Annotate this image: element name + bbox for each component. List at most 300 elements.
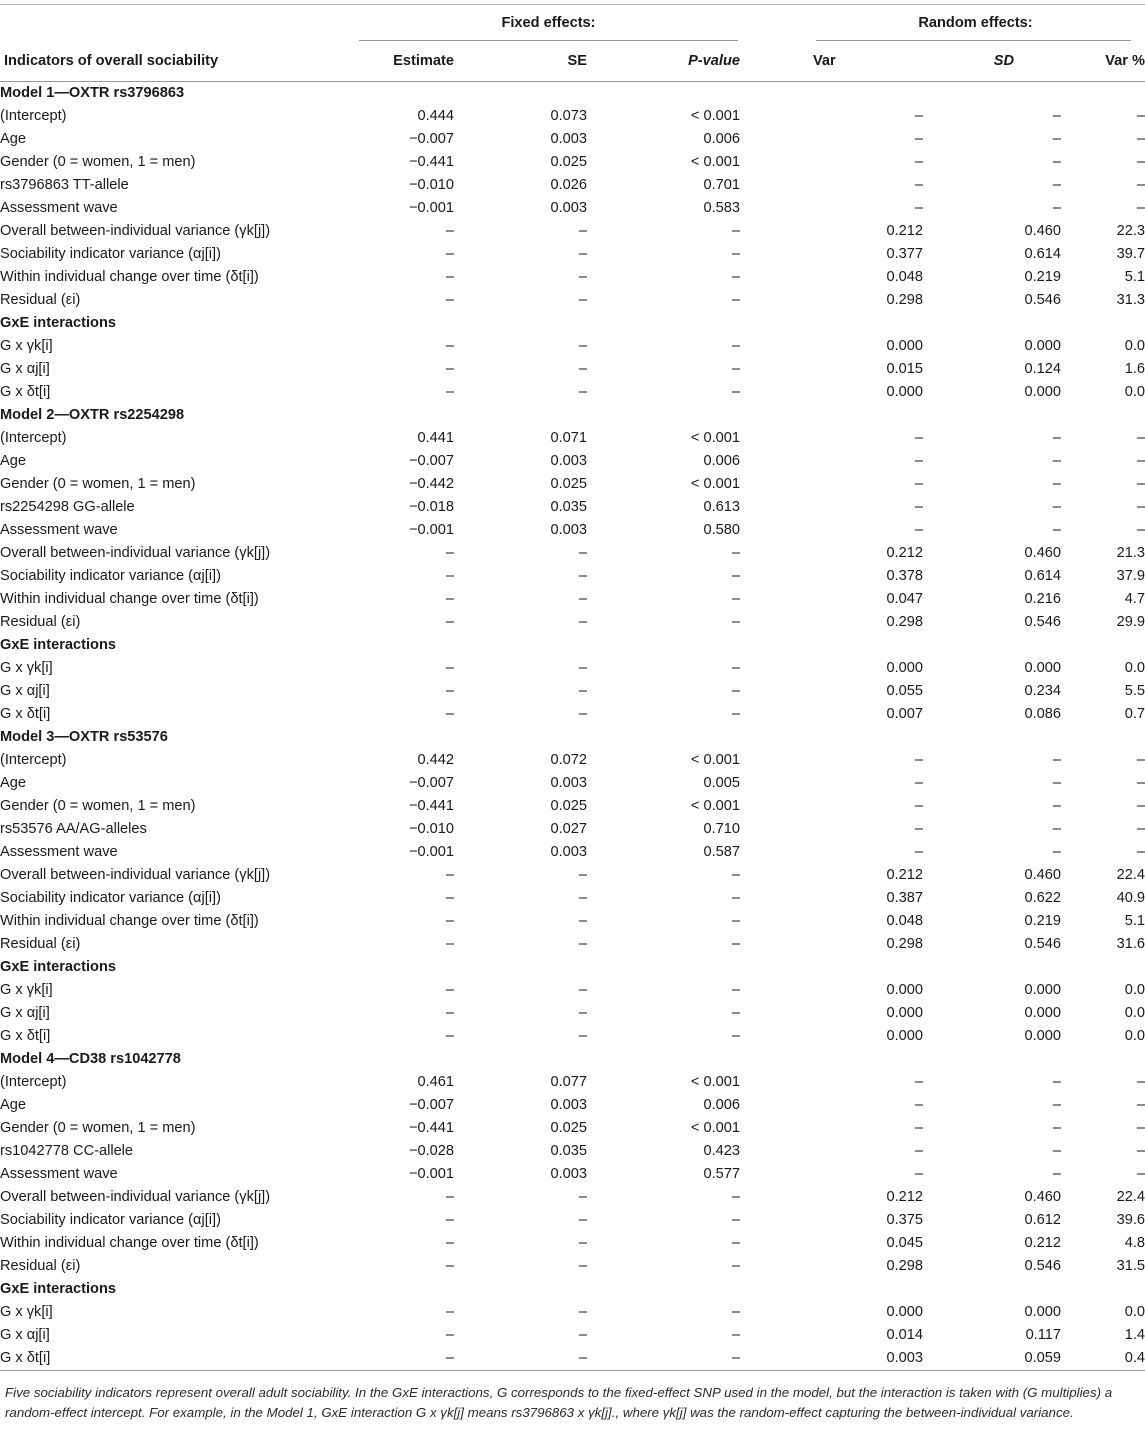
sd-cell: – — [1052, 1074, 1061, 1090]
table-row — [0, 496, 1145, 519]
spacer-cell — [740, 1347, 806, 1371]
row-label: Residual (εi) — [0, 292, 81, 308]
se-cell: – — [578, 706, 587, 722]
se-cell: – — [578, 936, 587, 952]
p-value-cell: – — [587, 1347, 740, 1371]
row-label: Age — [0, 453, 26, 469]
section-spacer — [357, 82, 1145, 106]
sd-cell: – — [1052, 499, 1061, 515]
var-pct-cell: – — [1136, 844, 1145, 860]
row-label: Residual (εi) — [0, 614, 81, 630]
var-pct-cell: 0.7 — [1124, 706, 1145, 722]
var-cell: 0.298 — [886, 936, 923, 952]
se-cell: – — [578, 1304, 587, 1320]
var-cell: 0.047 — [886, 591, 923, 607]
row-label: Residual (εi) — [0, 1258, 81, 1274]
row-label: Gender (0 = women, 1 = men) — [0, 1120, 196, 1136]
var-cell: 0.000 — [886, 660, 923, 676]
table-row — [0, 1025, 1145, 1048]
row-label: Assessment wave — [0, 200, 118, 216]
estimate-cell: – — [445, 1189, 454, 1205]
estimate-cell: −0.010 — [408, 177, 454, 193]
model-header-row — [0, 404, 1145, 427]
var-pct-cell: 0.0 — [1124, 1304, 1145, 1320]
spacer-cell — [740, 772, 806, 795]
p-value-cell: < 0.001 — [690, 1120, 740, 1136]
var-pct-cell: – — [1136, 522, 1145, 538]
spacer-cell — [740, 749, 806, 772]
table-row — [0, 887, 1145, 910]
table-body — [0, 82, 1145, 1371]
row-label-header: Indicators of overall sociability — [0, 41, 357, 82]
se-cell: – — [578, 269, 587, 285]
se-cell: – — [578, 545, 587, 561]
se-cell: – — [578, 1212, 587, 1228]
table-row — [0, 519, 1145, 542]
sd-cell: – — [1052, 108, 1061, 124]
sd-cell: 0.612 — [1024, 1212, 1061, 1228]
var-cell: 0.298 — [886, 292, 923, 308]
table-row — [0, 841, 1145, 864]
spacer-cell — [740, 657, 806, 680]
var-pct-cell: 31.6 — [1116, 936, 1145, 952]
p-value-cell: < 0.001 — [690, 476, 740, 492]
spacer-cell — [740, 680, 806, 703]
spacer-cell — [740, 1301, 806, 1324]
estimate-cell: −0.018 — [408, 499, 454, 515]
sd-cell: 0.546 — [1024, 292, 1061, 308]
se-cell: – — [578, 246, 587, 262]
estimate-header: Estimate — [357, 41, 454, 82]
p-value-cell: – — [731, 683, 740, 699]
estimate-cell: −0.001 — [408, 844, 454, 860]
row-label: Gender (0 = women, 1 = men) — [0, 798, 196, 814]
se-cell: – — [578, 1028, 587, 1044]
row-label: (Intercept) — [0, 1074, 67, 1090]
var-pct-cell: 31.5 — [1116, 1258, 1145, 1274]
var-pct-cell: – — [1136, 453, 1145, 469]
var-cell: – — [914, 798, 923, 814]
spacer-cell — [740, 1163, 806, 1186]
se-cell: 0.003 — [550, 453, 587, 469]
p-value-header — [587, 41, 740, 82]
var-cell: 0.212 — [886, 867, 923, 883]
row-label: Overall between-individual variance (γk[j]) — [0, 223, 271, 239]
section-label: GxE interactions — [0, 315, 116, 331]
row-label: Assessment wave — [0, 844, 118, 860]
table-row — [0, 105, 1145, 128]
spacer-cell — [740, 611, 806, 634]
se-cell: – — [578, 338, 587, 354]
p-value-cell: – — [731, 545, 740, 561]
var-pct-cell: – — [1136, 499, 1145, 515]
var-cell: 0.000 — [886, 1028, 923, 1044]
var-pct-cell: 1.6 — [1124, 361, 1145, 377]
table-row — [0, 1324, 1145, 1347]
spacer-cell — [740, 1255, 806, 1278]
estimate-cell: – — [445, 568, 454, 584]
var-pct-cell: 0.0 — [1124, 338, 1145, 354]
estimate-cell: – — [445, 1028, 454, 1044]
table-row — [0, 611, 1145, 634]
p-value-cell: 0.423 — [703, 1143, 740, 1159]
var-pct-cell: 22.4 — [1116, 867, 1145, 883]
sd-cell: – — [1052, 752, 1061, 768]
row-label: Sociability indicator variance (αj[i]) — [0, 568, 221, 584]
var-cell: – — [914, 821, 923, 837]
p-value-cell: < 0.001 — [690, 752, 740, 768]
spacer-cell — [740, 864, 806, 887]
p-value-cell: – — [731, 1304, 740, 1320]
sd-cell: 0.216 — [1024, 591, 1061, 607]
var-cell: 0.000 — [886, 1005, 923, 1021]
var-pct-cell: – — [1136, 752, 1145, 768]
sd-cell: 0.000 — [1024, 338, 1061, 354]
estimate-cell: – — [445, 1327, 454, 1343]
sd-cell: 0.212 — [1024, 1235, 1061, 1251]
section-spacer — [357, 1278, 1145, 1301]
table-row — [0, 1209, 1145, 1232]
var-cell: 0.000 — [886, 982, 923, 998]
se-cell: 0.072 — [550, 752, 587, 768]
group-header-row — [0, 5, 1145, 42]
var-pct-cell: 39.6 — [1116, 1212, 1145, 1228]
table-row — [0, 289, 1145, 312]
sd-cell: – — [1052, 177, 1061, 193]
spacer-cell — [740, 542, 806, 565]
row-label: Age — [0, 775, 26, 791]
table-row — [0, 1255, 1145, 1278]
var-cell: – — [914, 200, 923, 216]
var-cell: – — [914, 1166, 923, 1182]
se-cell: 0.025 — [550, 1120, 587, 1136]
var-cell: – — [914, 1143, 923, 1159]
var-cell: – — [914, 177, 923, 193]
row-label: G x γk[i] — [0, 982, 53, 998]
sd-cell: 0.460 — [1024, 545, 1061, 561]
var-cell: 0.015 — [886, 361, 923, 377]
section-spacer — [357, 312, 1145, 335]
table-row — [0, 266, 1145, 289]
sd-cell: – — [1052, 1143, 1061, 1159]
p-value-cell: – — [731, 223, 740, 239]
spacer-cell — [740, 1232, 806, 1255]
table-row — [0, 1094, 1145, 1117]
estimate-cell: – — [445, 292, 454, 308]
spacer-cell — [740, 427, 806, 450]
estimate-cell: – — [357, 1347, 454, 1371]
var-cell: – — [914, 1097, 923, 1113]
var-cell: 0.048 — [886, 913, 923, 929]
se-cell: – — [578, 292, 587, 308]
sd-cell: 0.546 — [1024, 936, 1061, 952]
section-spacer — [357, 634, 1145, 657]
p-value-cell: – — [731, 338, 740, 354]
var-pct-cell: – — [1136, 1120, 1145, 1136]
table-row — [0, 1117, 1145, 1140]
table-row — [0, 1301, 1145, 1324]
p-value-cell: – — [731, 913, 740, 929]
sd-cell: 0.000 — [1024, 660, 1061, 676]
var-cell: – — [914, 775, 923, 791]
sd-cell: 0.622 — [1024, 890, 1061, 906]
row-label: Within individual change over time (δt[i]) — [0, 1235, 259, 1251]
spacer-cell — [740, 933, 806, 956]
se-cell: – — [578, 1327, 587, 1343]
var-pct-cell: – — [1136, 154, 1145, 170]
se-cell: – — [578, 591, 587, 607]
sd-cell: – — [1052, 200, 1061, 216]
var-cell: – — [914, 131, 923, 147]
se-cell: 0.035 — [550, 499, 587, 515]
estimate-cell: – — [445, 269, 454, 285]
p-value-cell: 0.580 — [703, 522, 740, 538]
spacer-cell — [740, 979, 806, 1002]
sd-cell: 0.000 — [1024, 1028, 1061, 1044]
p-value-header-text: P-value — [688, 53, 740, 69]
sd-cell: 0.546 — [1024, 614, 1061, 630]
row-label: Overall between-individual variance (γk[j]) — [0, 1189, 271, 1205]
sd-cell: 0.124 — [1024, 361, 1061, 377]
estimate-cell: −0.010 — [408, 821, 454, 837]
table-row — [0, 910, 1145, 933]
var-cell: 0.000 — [886, 1304, 923, 1320]
var-cell: – — [914, 476, 923, 492]
estimate-cell: – — [445, 660, 454, 676]
random-effects-header: Random effects: — [806, 5, 1145, 42]
var-pct-cell: – — [1136, 1074, 1145, 1090]
estimate-cell: −0.001 — [408, 1166, 454, 1182]
spacer-cell — [740, 496, 806, 519]
gxe-header-row — [0, 312, 1145, 335]
sd-cell: 0.086 — [1024, 706, 1061, 722]
var-pct-cell: – — [1136, 821, 1145, 837]
sd-cell: – — [1052, 154, 1061, 170]
var-header: Var — [806, 41, 923, 82]
table-row — [0, 818, 1145, 841]
p-value-cell: – — [731, 1212, 740, 1228]
gxe-header-row — [0, 956, 1145, 979]
model-header-row — [0, 1048, 1145, 1071]
estimate-cell: −0.441 — [408, 798, 454, 814]
sd-cell: 0.117 — [1025, 1327, 1061, 1343]
row-label: Age — [0, 131, 26, 147]
sd-cell: – — [1052, 522, 1061, 538]
spacer-cell — [740, 1324, 806, 1347]
se-cell: 0.026 — [550, 177, 587, 193]
se-cell: – — [578, 982, 587, 998]
se-cell: – — [578, 1235, 587, 1251]
row-label: Within individual change over time (δt[i]) — [0, 591, 259, 607]
se-cell: – — [578, 614, 587, 630]
spacer-cell — [740, 266, 806, 289]
p-value-cell: – — [731, 936, 740, 952]
var-cell: 0.048 — [886, 269, 923, 285]
section-label: GxE interactions — [0, 1281, 116, 1297]
p-value-cell: 0.583 — [703, 200, 740, 216]
var-pct-cell: 0.0 — [1124, 1028, 1145, 1044]
estimate-cell: – — [445, 936, 454, 952]
row-label: (Intercept) — [0, 108, 67, 124]
var-cell: 0.212 — [886, 545, 923, 561]
sd-cell: – — [1052, 1120, 1061, 1136]
column-header-row — [0, 41, 1145, 82]
se-cell: – — [578, 1258, 587, 1274]
se-cell: 0.025 — [550, 798, 587, 814]
se-cell: 0.003 — [550, 200, 587, 216]
estimate-cell: – — [445, 913, 454, 929]
var-pct-cell: 0.0 — [1124, 660, 1145, 676]
se-cell: – — [578, 384, 587, 400]
estimate-cell: – — [445, 1304, 454, 1320]
estimate-cell: – — [445, 545, 454, 561]
var-cell: 0.045 — [886, 1235, 923, 1251]
var-pct-cell: 0.0 — [1124, 1005, 1145, 1021]
sd-cell: 0.059 — [923, 1347, 1061, 1371]
row-label: Sociability indicator variance (αj[i]) — [0, 890, 221, 906]
estimate-cell: – — [445, 1005, 454, 1021]
section-spacer — [357, 956, 1145, 979]
sd-header-text: SD — [993, 53, 1014, 69]
row-label: G x δt[i] — [0, 384, 51, 400]
var-cell: 0.014 — [886, 1327, 923, 1343]
estimate-cell: −0.442 — [408, 476, 454, 492]
section-spacer — [357, 726, 1145, 749]
var-cell: – — [914, 752, 923, 768]
var-cell: 0.212 — [886, 1189, 923, 1205]
var-pct-cell: 4.7 — [1124, 591, 1145, 607]
se-cell: – — [578, 568, 587, 584]
p-value-cell: – — [731, 982, 740, 998]
p-value-cell: 0.006 — [703, 131, 740, 147]
row-label: (Intercept) — [0, 430, 67, 446]
row-label: Gender (0 = women, 1 = men) — [0, 154, 196, 170]
var-pct-cell: 5.1 — [1124, 269, 1145, 285]
estimate-cell: – — [445, 338, 454, 354]
var-pct-cell: – — [1136, 430, 1145, 446]
var-pct-cell: 22.4 — [1116, 1189, 1145, 1205]
table-row — [0, 1347, 1145, 1371]
var-pct-cell: – — [1136, 798, 1145, 814]
se-cell: – — [578, 1189, 587, 1205]
p-value-cell: – — [731, 1028, 740, 1044]
estimate-cell: – — [445, 867, 454, 883]
spacer-cell — [740, 1117, 806, 1140]
table-row — [0, 1071, 1145, 1094]
row-label: G x γk[i] — [0, 660, 53, 676]
var-pct-cell: 1.4 — [1124, 1327, 1145, 1343]
spacer-cell — [740, 818, 806, 841]
var-cell: – — [914, 453, 923, 469]
var-pct-cell: 37.9 — [1116, 568, 1145, 584]
var-cell: 0.003 — [806, 1347, 923, 1371]
section-label: Model 2—OXTR rs2254298 — [0, 407, 185, 423]
table-row — [0, 979, 1145, 1002]
var-pct-cell: – — [1136, 1097, 1145, 1113]
estimate-cell: – — [445, 1258, 454, 1274]
table-row — [0, 749, 1145, 772]
se-header: SE — [454, 41, 587, 82]
spacer-cell — [740, 910, 806, 933]
spacer-cell — [740, 795, 806, 818]
spacer-cell — [740, 703, 806, 726]
var-cell: 0.055 — [886, 683, 923, 699]
se-cell: 0.077 — [550, 1074, 587, 1090]
var-cell: – — [914, 430, 923, 446]
spacer-cell — [740, 128, 806, 151]
results-table — [0, 4, 1145, 1371]
spacer-cell — [740, 381, 806, 404]
p-value-cell: 0.006 — [703, 453, 740, 469]
var-cell: 0.000 — [886, 384, 923, 400]
sd-cell: 0.000 — [1024, 982, 1061, 998]
table-row — [0, 243, 1145, 266]
p-value-cell: – — [731, 269, 740, 285]
var-pct-header: Var % — [1061, 41, 1145, 82]
var-cell: 0.375 — [886, 1212, 923, 1228]
p-value-cell: 0.710 — [703, 821, 740, 837]
fixed-effects-header: Fixed effects: — [357, 5, 740, 42]
spacer-cell — [740, 519, 806, 542]
row-label: G x δt[i] — [0, 706, 51, 722]
row-label: Sociability indicator variance (αj[i]) — [0, 1212, 221, 1228]
var-pct-cell: – — [1136, 1143, 1145, 1159]
var-pct-cell: 31.3 — [1116, 292, 1145, 308]
estimate-cell: – — [445, 223, 454, 239]
p-value-cell: – — [731, 614, 740, 630]
se-cell: – — [454, 1347, 587, 1371]
sd-cell: 0.546 — [1024, 1258, 1061, 1274]
var-cell: 0.000 — [886, 338, 923, 354]
row-label: G x γk[i] — [0, 338, 53, 354]
section-label: GxE interactions — [0, 637, 116, 653]
row-label: Assessment wave — [0, 522, 118, 538]
se-cell: 0.073 — [550, 108, 587, 124]
p-value-cell: – — [731, 1235, 740, 1251]
estimate-cell: – — [445, 982, 454, 998]
var-pct-cell: 39.7 — [1116, 246, 1145, 262]
se-cell: 0.003 — [550, 131, 587, 147]
row-label: G x δt[i] — [0, 1347, 357, 1371]
se-cell: 0.003 — [550, 775, 587, 791]
p-value-cell: < 0.001 — [690, 154, 740, 170]
var-cell: – — [914, 1120, 923, 1136]
table-row — [0, 657, 1145, 680]
p-value-cell: – — [731, 292, 740, 308]
row-label: rs1042778 CC-allele — [0, 1143, 134, 1159]
se-cell: 0.025 — [550, 154, 587, 170]
model-header-row — [0, 726, 1145, 749]
spacer-cell — [740, 243, 806, 266]
p-value-cell: – — [731, 1258, 740, 1274]
estimate-cell: – — [445, 614, 454, 630]
row-label: G x αj[i] — [0, 1327, 50, 1343]
spacer-cell — [740, 1140, 806, 1163]
se-cell: – — [578, 660, 587, 676]
p-value-cell: – — [731, 867, 740, 883]
p-value-cell: – — [731, 384, 740, 400]
spacer-cell — [740, 105, 806, 128]
spacer-cell — [740, 358, 806, 381]
sd-cell: 0.460 — [1024, 223, 1061, 239]
row-label: G x αj[i] — [0, 1005, 50, 1021]
p-value-cell: – — [731, 1327, 740, 1343]
var-pct-cell: 4.8 — [1124, 1235, 1145, 1251]
row-label: G x γk[i] — [0, 1304, 53, 1320]
var-pct-cell: 21.3 — [1116, 545, 1145, 561]
spacer-cell — [740, 1209, 806, 1232]
se-cell: – — [578, 683, 587, 699]
